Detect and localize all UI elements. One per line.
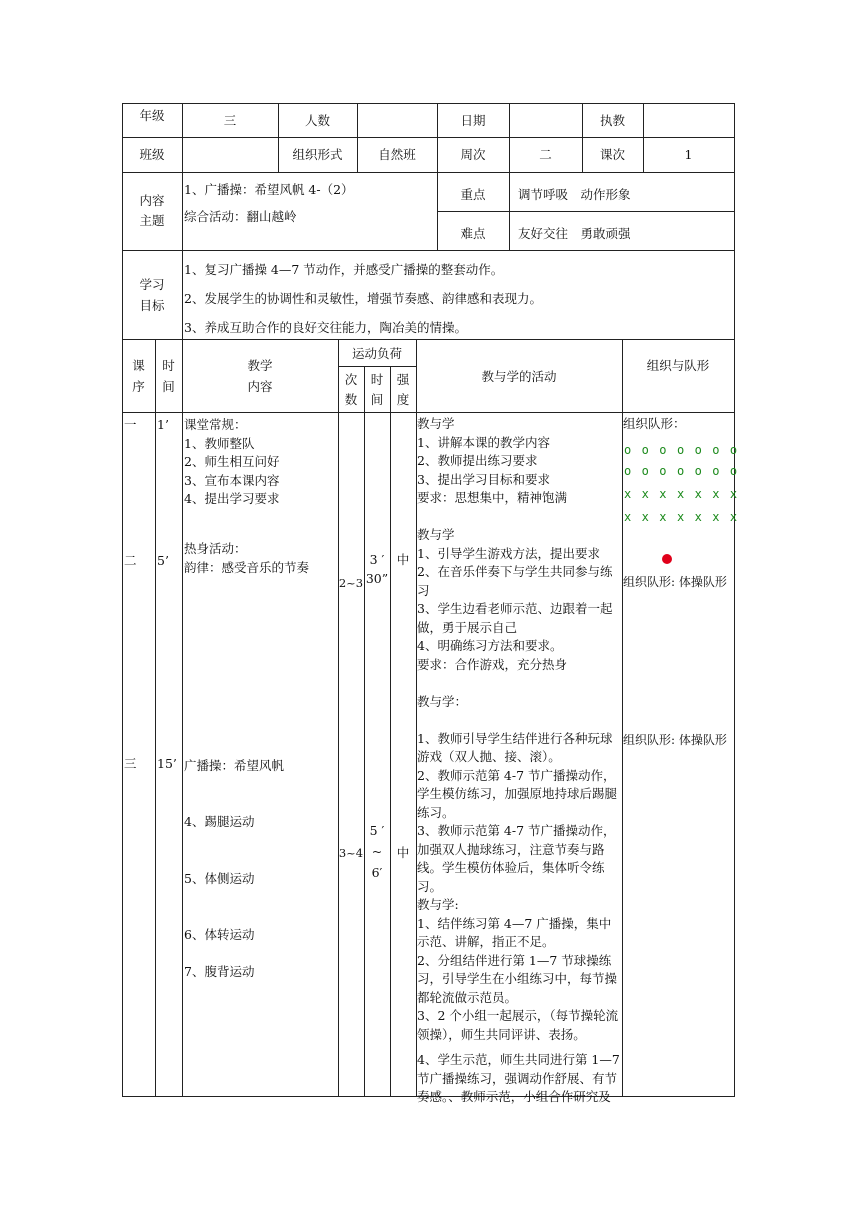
org-value: 自然班 — [378, 147, 416, 162]
key-point-value: 调节呼吸 动作形象 — [518, 187, 631, 202]
section-1-content — [184, 416, 279, 509]
content-line: 2、师生相互问好 — [184, 454, 280, 469]
activity-line: 2、教师示范第 4-7 节广播操动作，学生模仿练习，加强原地持球后踢腿练习。 — [417, 767, 618, 820]
col-ltime-1: 时 — [370, 372, 384, 387]
spacer — [417, 1044, 623, 1051]
goals-label-1: 学习 — [139, 277, 165, 292]
activity-line: 2、分组结伴进行第 1—7 节球操练习，引导学生在小组练习中，每节操都轮流做示范员。 — [417, 952, 618, 1005]
col-line — [182, 103, 183, 340]
col-time-1: 时 — [162, 358, 175, 373]
col-content-1: 教学 — [247, 358, 273, 373]
row-line — [122, 339, 735, 340]
activity-line: 教与学: — [417, 897, 459, 912]
col-order-2: 序 — [132, 379, 145, 394]
activity-line: 1、教师引导学生结伴进行各种玩球游戏（双人抛、接、滚）。 — [417, 730, 613, 764]
goals-label-2: 目标 — [139, 298, 165, 313]
teacher-position-dot — [662, 554, 672, 564]
content-line-2: 综合活动：翻山越岭 — [184, 209, 297, 224]
content-line: 3、宣布本课内容 — [184, 472, 280, 488]
grade-value: 三 — [223, 113, 237, 128]
section-2-time: 5’ — [157, 553, 169, 568]
row-line — [122, 250, 735, 251]
formation-label-gym: 组织队形: 体操队形 — [623, 575, 727, 589]
load-time-a-2: 30” — [365, 571, 389, 586]
class-label: 班级 — [139, 147, 165, 162]
section-3-order: 三 — [124, 756, 137, 771]
activity-line: 要求：思想集中，精神饱满 — [417, 490, 568, 505]
content-label-2: 主题 — [139, 213, 165, 228]
content-line: 韵律：感受音乐的节奏 — [184, 559, 310, 575]
content-label-1: 内容 — [139, 193, 165, 208]
formation-row-crosses: x x x x x x x — [624, 487, 739, 501]
formation-label-gym: 组织队形: 体操队形 — [623, 733, 727, 747]
table-border-right — [734, 103, 735, 1097]
org-label: 组织形式 — [292, 147, 343, 162]
col-intensity-2: 度 — [396, 392, 410, 407]
col-line — [509, 172, 510, 251]
col-load: 运动负荷 — [351, 346, 402, 361]
col-activity: 教与学的活动 — [481, 369, 557, 384]
load-time-a-1: 3 ′ — [369, 552, 385, 567]
section-3-item: 5、体侧运动 — [184, 871, 255, 886]
section-3-item: 4、踢腿运动 — [184, 814, 255, 829]
activity-line: 教与学 — [417, 416, 455, 431]
spacer — [417, 674, 623, 693]
activity-line: 教与学 — [417, 527, 455, 542]
col-ltime-2: 间 — [370, 392, 384, 407]
week-label: 周次 — [460, 147, 486, 162]
date-label: 日期 — [460, 113, 486, 128]
content-line: 课堂常规： — [184, 417, 247, 432]
activity-line: 3、教师示范第 4-7 节广播操动作，加强双人抛球练习，注意节奏与路线。学生模仿体验后，集体听令练习。 — [417, 823, 616, 894]
col-order-1: 课 — [132, 358, 145, 373]
load-time-b-2: ~ — [371, 844, 383, 859]
section-3-time: 15’ — [157, 756, 177, 771]
row-line — [437, 211, 735, 212]
section-3-title: 广播操：希望风帆 — [184, 758, 285, 773]
activity-block-1 — [417, 415, 623, 1107]
table-border-left — [122, 103, 123, 1097]
intensity-value-b: 中 — [396, 845, 410, 860]
activity-line: 3、2 个小组一起展示，（每节操轮流领操），师生共同评讲、表扬。 — [417, 1008, 619, 1042]
section-1-order: 一 — [124, 417, 137, 432]
spacer — [417, 508, 623, 527]
spacer — [417, 711, 623, 730]
section-3-item: 6、体转运动 — [184, 927, 255, 942]
goal-item: 3、养成互助合作的良好交往能力，陶冶美的情操。 — [184, 320, 467, 335]
section-2-content — [184, 540, 309, 577]
formation-row-circles: o o o o o o o — [624, 443, 739, 457]
activity-line: 3、提出学习目标和要求 — [417, 471, 550, 487]
lesson-value: 1 — [684, 147, 693, 162]
intensity-value-a: 中 — [396, 552, 410, 567]
activity-line: 4、明确练习方法和要求。 — [417, 638, 563, 653]
col-line — [390, 366, 391, 1097]
formation-label: 组织队形： — [623, 416, 686, 431]
reps-value-a: 2~3 — [338, 576, 364, 590]
difficulty-value: 友好交往 勇敢顽强 — [518, 226, 631, 241]
col-formation: 组织与队形 — [646, 358, 710, 373]
col-line — [155, 339, 156, 1097]
content-line: 4、提出学习要求 — [184, 491, 280, 506]
count-label: 人数 — [304, 113, 330, 128]
key-point-label: 重点 — [460, 187, 486, 202]
col-reps-2: 数 — [344, 392, 358, 407]
formation-row-circles: o o o o o o o — [624, 464, 739, 478]
week-value: 二 — [539, 147, 552, 162]
content-line-1: 1、广播操：希望风帆 4-（2） — [184, 182, 354, 197]
teacher-label: 执教 — [599, 113, 625, 128]
activity-line: 2、在音乐伴奏下与学生共同参与练习 — [417, 564, 613, 598]
content-line: 1、教师整队 — [184, 435, 255, 451]
col-intensity-1: 强 — [396, 372, 410, 387]
activity-line: 1、讲解本课的教学内容 — [417, 434, 550, 450]
activity-line: 4、学生示范，师生共同进行第 1—7 节广播操练习，强调动作舒展、有节奏感。、教师示范，小组合作研究及 — [417, 1052, 620, 1104]
reps-value-b: 3~4 — [338, 846, 364, 860]
difficulty-label: 难点 — [460, 226, 486, 241]
load-time-b-1: 5 ′ — [369, 823, 385, 838]
col-time-2: 间 — [162, 379, 175, 394]
load-time-b-3: 6′ — [371, 865, 383, 880]
section-3-item: 7、腹背运动 — [184, 964, 255, 979]
goal-item: 1、复习广播操 4—7 节动作，并感受广播操的整套动作。 — [184, 262, 504, 277]
goal-item: 2、发展学生的协调性和灵敏性，增强节奏感、韵律感和表现力。 — [184, 291, 542, 306]
section-1-time: 1’ — [157, 417, 169, 432]
row-line — [338, 366, 416, 367]
grade-label: 年级 — [139, 108, 165, 123]
activity-line: 2、教师提出练习要求 — [417, 453, 538, 468]
activity-line: 要求：合作游戏，充分热身 — [417, 656, 568, 672]
formation-row-crosses: x x x x x x x — [624, 510, 739, 524]
section-2-order: 二 — [124, 553, 137, 568]
col-content-2: 内容 — [247, 379, 273, 394]
col-line — [182, 339, 183, 1097]
activity-line: 教与学： — [417, 693, 468, 709]
row-line — [122, 412, 735, 413]
activity-line: 3、学生边看老师示范、边跟着一起做，勇于展示自己 — [417, 601, 613, 635]
lesson-label: 课次 — [599, 147, 625, 162]
activity-line: 1、结伴练习第 4—7 广播操，集中示范、讲解，指正不足。 — [417, 915, 612, 949]
col-reps-1: 次 — [344, 372, 358, 387]
activity-line: 1、引导学生游戏方法，提出要求 — [417, 545, 600, 561]
content-line: 热身活动： — [184, 541, 247, 556]
col-line — [364, 366, 365, 1097]
col-line — [338, 339, 339, 1097]
